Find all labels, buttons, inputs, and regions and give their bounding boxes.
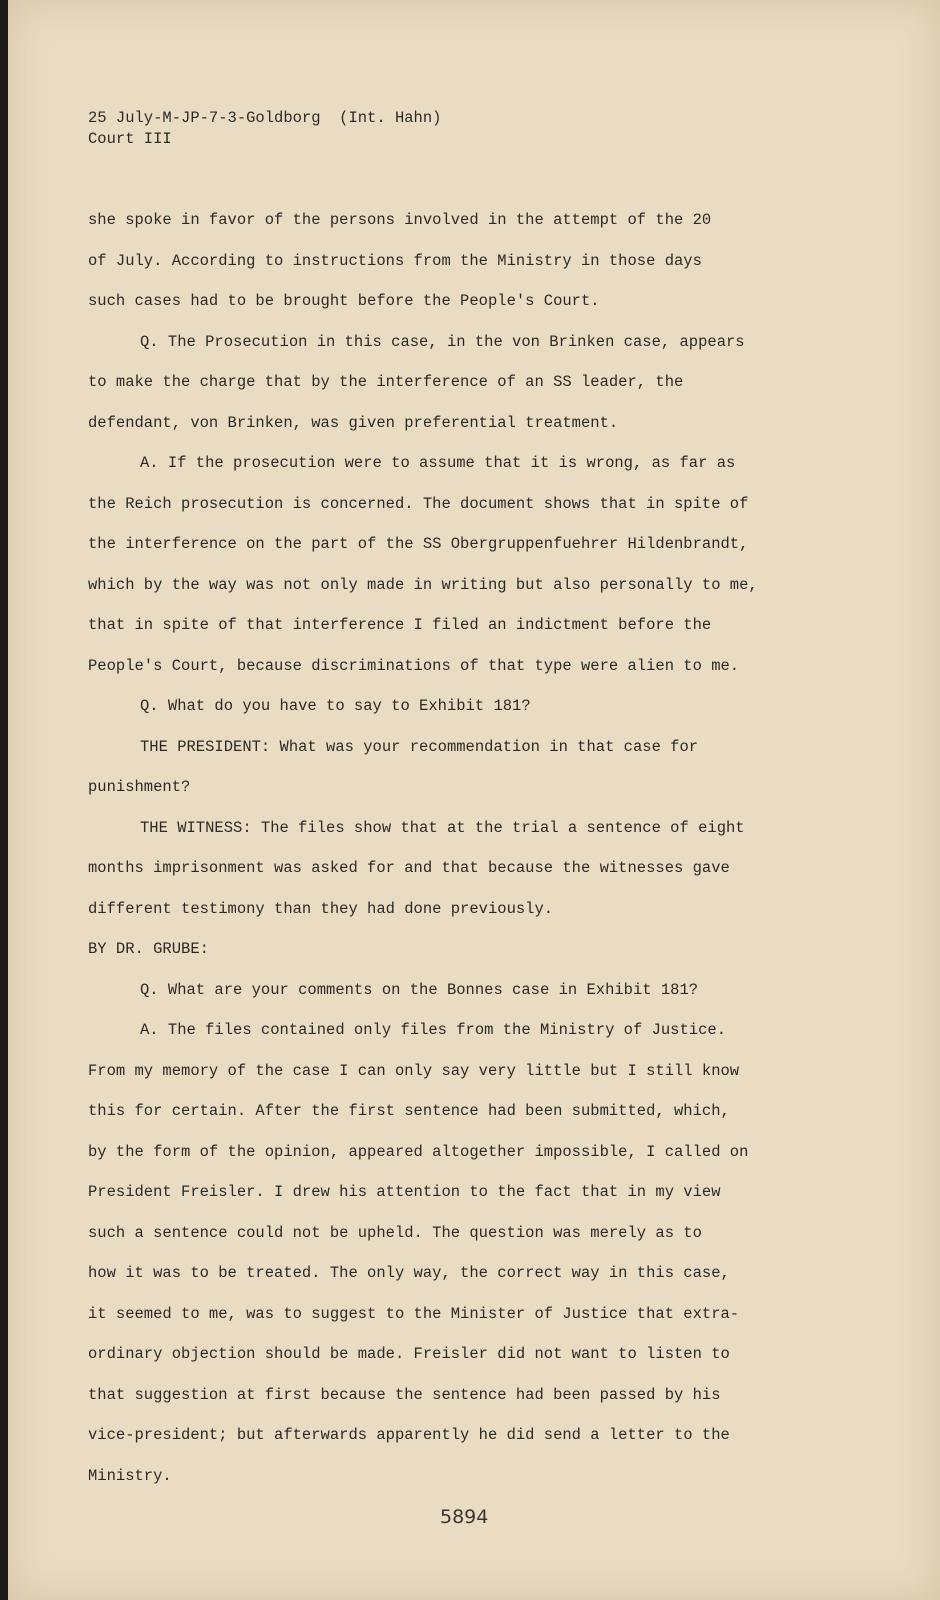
transcript-line: which by the way was not only made in writing but also personally to me,	[88, 575, 758, 594]
transcript-line: to make the charge that by the interference of an SS leader, the	[88, 373, 684, 391]
transcript-line: President Freisler. I drew his attention to the fact that in my view	[88, 1183, 721, 1201]
transcript-line: vice-president; but afterwards apparently he did send a letter to the	[88, 1426, 730, 1444]
transcript-line: by the form of the opinion, appeared altogether impossible, I called on	[88, 1142, 749, 1161]
transcript-line: she spoke in favor of the persons involved in the attempt of the 20	[88, 211, 712, 229]
transcript-line: it seemed to me, was to suggest to the Minister of Justice that extra-	[88, 1304, 740, 1323]
transcript-line: such a sentence could not be upheld. The question was merely as to	[88, 1223, 702, 1242]
transcript-line: A. If the prosecution were to assume that it is wrong, as far as	[140, 454, 736, 472]
transcript-line: Q. What do you have to say to Exhibit 181?	[140, 697, 531, 715]
header-line-1: 25 July-M-JP-7-3-Goldborg (Int. Hahn)	[88, 109, 442, 127]
transcript-line: defendant, von Brinken, was given preferential treatment.	[88, 413, 619, 432]
transcript-line: BY DR. GRUBE:	[88, 940, 209, 958]
transcript-line: how it was to be treated. The only way, the correct way in this case,	[88, 1264, 730, 1282]
transcript-line: months imprisonment was asked for and that because the witnesses gave	[88, 859, 730, 877]
transcript-line: punishment?	[88, 778, 191, 796]
transcript-line: different testimony than they had done previously.	[88, 899, 554, 918]
transcript-line: THE WITNESS: The files show that at the trial a sentence of eight	[140, 818, 745, 837]
transcript-line: Q. The Prosecution in this case, in the von Brinken case, appears	[140, 332, 745, 351]
transcript-line: this for certain. After the first sentence had been submitted, which,	[88, 1102, 730, 1120]
transcript-line: of July. According to instructions from the Ministry in those days	[88, 251, 702, 270]
transcript-line: Q. What are your comments on the Bonnes case in Exhibit 181?	[140, 980, 699, 999]
transcript-line: the Reich prosecution is concerned. The document shows that in spite of	[88, 494, 749, 513]
transcript-line: A. The files contained only files from the Ministry of Justice.	[140, 1021, 726, 1039]
transcript-body	[88, 200, 828, 1496]
header-line-2: Court III	[88, 130, 172, 148]
transcript-line: Ministry.	[88, 1466, 172, 1485]
document-page	[8, 0, 940, 1600]
transcript-line: that suggestion at first because the sentence had been passed by his	[88, 1385, 721, 1404]
transcript-line: the interference on the part of the SS Obergruppenfuehrer Hildenbrandt,	[88, 535, 749, 553]
transcript-line: People's Court, because discriminations of that type were alien to me.	[88, 656, 740, 675]
binding-edge	[0, 0, 8, 1600]
transcript-line: THE PRESIDENT: What was your recommendation in that case for	[140, 737, 699, 756]
transcript-line: From my memory of the case I can only say very little but I still know	[88, 1061, 740, 1080]
document-header	[88, 108, 441, 150]
transcript-line: that in spite of that interference I filed an indictment before the	[88, 616, 712, 634]
transcript-line: ordinary objection should be made. Freisler did not want to listen to	[88, 1345, 730, 1363]
transcript-line: such cases had to be brought before the People's Court.	[88, 292, 600, 310]
page-number: 5894	[440, 1506, 489, 1528]
